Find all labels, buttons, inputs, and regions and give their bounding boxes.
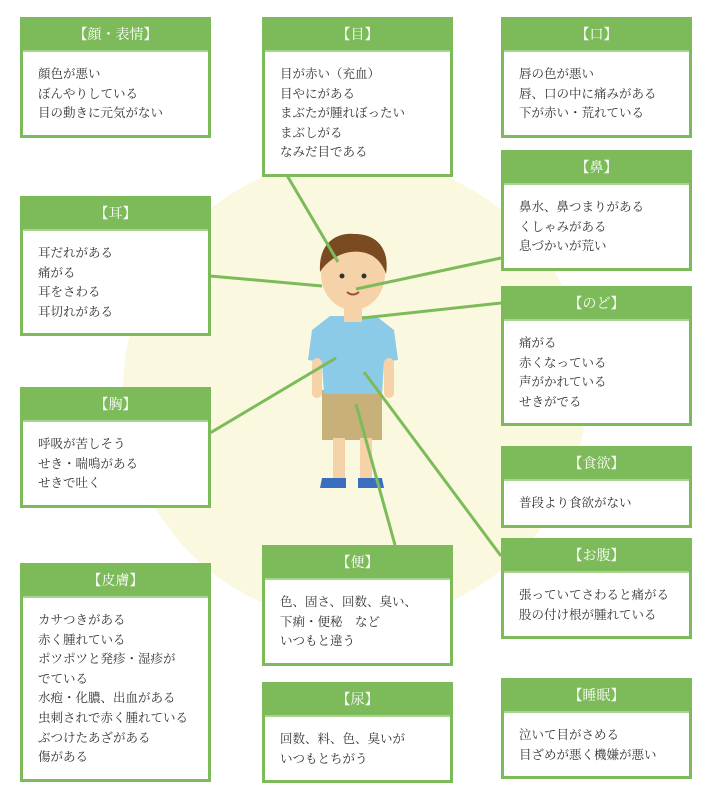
symptom-item: 下痢・便秘 など bbox=[280, 613, 381, 629]
symptom-item: 目やにがある bbox=[280, 85, 356, 101]
box-body bbox=[504, 52, 689, 135]
box-title: 【耳】 bbox=[23, 199, 208, 231]
symptom-box-eyes bbox=[262, 17, 453, 177]
symptom-item: 虫刺されで赤く腫れている bbox=[38, 709, 189, 725]
box-title: 【尿】 bbox=[265, 685, 450, 717]
symptom-item: 顔色が悪い bbox=[38, 66, 101, 81]
symptom-item: 普段より食欲がない bbox=[519, 495, 632, 510]
symptom-item: 声がかれている bbox=[519, 374, 607, 390]
box-title: 【便】 bbox=[265, 548, 450, 580]
symptom-box-ears bbox=[20, 196, 211, 336]
symptom-item: 赤くなっている bbox=[519, 354, 607, 370]
symptom-box-mouth bbox=[501, 17, 692, 138]
symptom-box-throat bbox=[501, 286, 692, 426]
box-title: 【お腹】 bbox=[504, 541, 689, 573]
box-body bbox=[23, 52, 208, 135]
symptom-item: 下が赤い・荒れている bbox=[519, 105, 645, 121]
symptom-item: ぼんやりしている bbox=[38, 85, 139, 101]
symptom-item: 目ざめが悪く機嫌が悪い bbox=[519, 746, 657, 762]
symptom-item: 痛がる bbox=[519, 335, 557, 350]
box-body bbox=[265, 52, 450, 174]
box-body bbox=[265, 717, 450, 780]
box-title: 【皮膚】 bbox=[23, 566, 208, 598]
symptom-item: まぶしがる bbox=[280, 124, 343, 140]
symptom-item: 鼻水、鼻つまりがある bbox=[519, 199, 645, 214]
symptom-item: いつもとちがう bbox=[280, 750, 368, 766]
symptom-item: 赤く腫れている bbox=[38, 631, 126, 647]
symptom-item: いつもと違う bbox=[280, 633, 356, 649]
box-body bbox=[23, 422, 208, 505]
box-body bbox=[504, 573, 689, 636]
symptom-item: カサつきがある bbox=[38, 612, 126, 627]
box-title: 【顔・表情】 bbox=[23, 20, 208, 52]
symptom-item: 唇の色が悪い bbox=[519, 66, 595, 81]
symptom-item: 目が赤い（充血） bbox=[280, 66, 381, 81]
symptom-box-urine bbox=[262, 682, 453, 783]
symptom-item: 耳をさわる bbox=[38, 284, 101, 300]
symptom-box-nose bbox=[501, 150, 692, 271]
box-body bbox=[504, 481, 689, 525]
symptom-item: 唇、口の中に痛みがある bbox=[519, 85, 657, 101]
symptom-box-sleep bbox=[501, 678, 692, 779]
symptom-item: でている bbox=[38, 670, 89, 686]
symptom-item: せきで吐く bbox=[38, 475, 101, 491]
symptom-item: せきがでる bbox=[519, 393, 582, 409]
symptom-box-stool bbox=[262, 545, 453, 666]
symptom-item: せき・喘鳴がある bbox=[38, 455, 139, 471]
box-title: 【目】 bbox=[265, 20, 450, 52]
symptom-item: くしゃみがある bbox=[519, 218, 607, 234]
symptom-box-face bbox=[20, 17, 211, 138]
symptom-item: なみだ目である bbox=[280, 144, 368, 160]
box-title: 【胸】 bbox=[23, 390, 208, 422]
box-body bbox=[23, 598, 208, 779]
symptom-item: 色、固さ、回数、臭い、 bbox=[280, 594, 418, 609]
symptom-box-skin bbox=[20, 563, 211, 782]
box-title: 【食欲】 bbox=[504, 449, 689, 481]
symptom-item: 目の動きに元気がない bbox=[38, 105, 164, 121]
box-title: 【鼻】 bbox=[504, 153, 689, 185]
symptom-item: 回数、料、色、臭いが bbox=[280, 731, 406, 746]
symptom-item: 呼吸が苦しそう bbox=[38, 436, 126, 451]
symptom-item: 息づかいが荒い bbox=[519, 238, 607, 254]
box-title: 【のど】 bbox=[504, 289, 689, 321]
box-body bbox=[504, 185, 689, 268]
symptom-box-chest bbox=[20, 387, 211, 508]
symptom-item: 水疱・化膿、出血がある bbox=[38, 690, 176, 706]
box-body bbox=[23, 231, 208, 333]
symptom-item: 痛がる bbox=[38, 264, 76, 280]
symptom-item: 傷がある bbox=[38, 749, 89, 765]
symptom-item: 股の付け根が腫れている bbox=[519, 606, 657, 622]
symptom-item: まぶたが腫れぼったい bbox=[280, 105, 406, 121]
box-title: 【睡眠】 bbox=[504, 681, 689, 713]
box-body bbox=[504, 321, 689, 423]
symptom-item: 張っていてさわると痛がる bbox=[519, 587, 670, 602]
symptom-box-belly bbox=[501, 538, 692, 639]
symptom-item: 泣いて目がさめる bbox=[519, 727, 620, 742]
symptom-item: ぶつけたあざがある bbox=[38, 729, 151, 745]
box-body bbox=[265, 580, 450, 663]
box-body bbox=[504, 713, 689, 776]
symptom-item: 耳切れがある bbox=[38, 303, 114, 319]
symptom-item: 耳だれがある bbox=[38, 245, 114, 260]
symptom-item: ポツポツと発疹・湿疹が bbox=[38, 651, 176, 667]
box-title: 【口】 bbox=[504, 20, 689, 52]
symptom-box-appetite bbox=[501, 446, 692, 528]
